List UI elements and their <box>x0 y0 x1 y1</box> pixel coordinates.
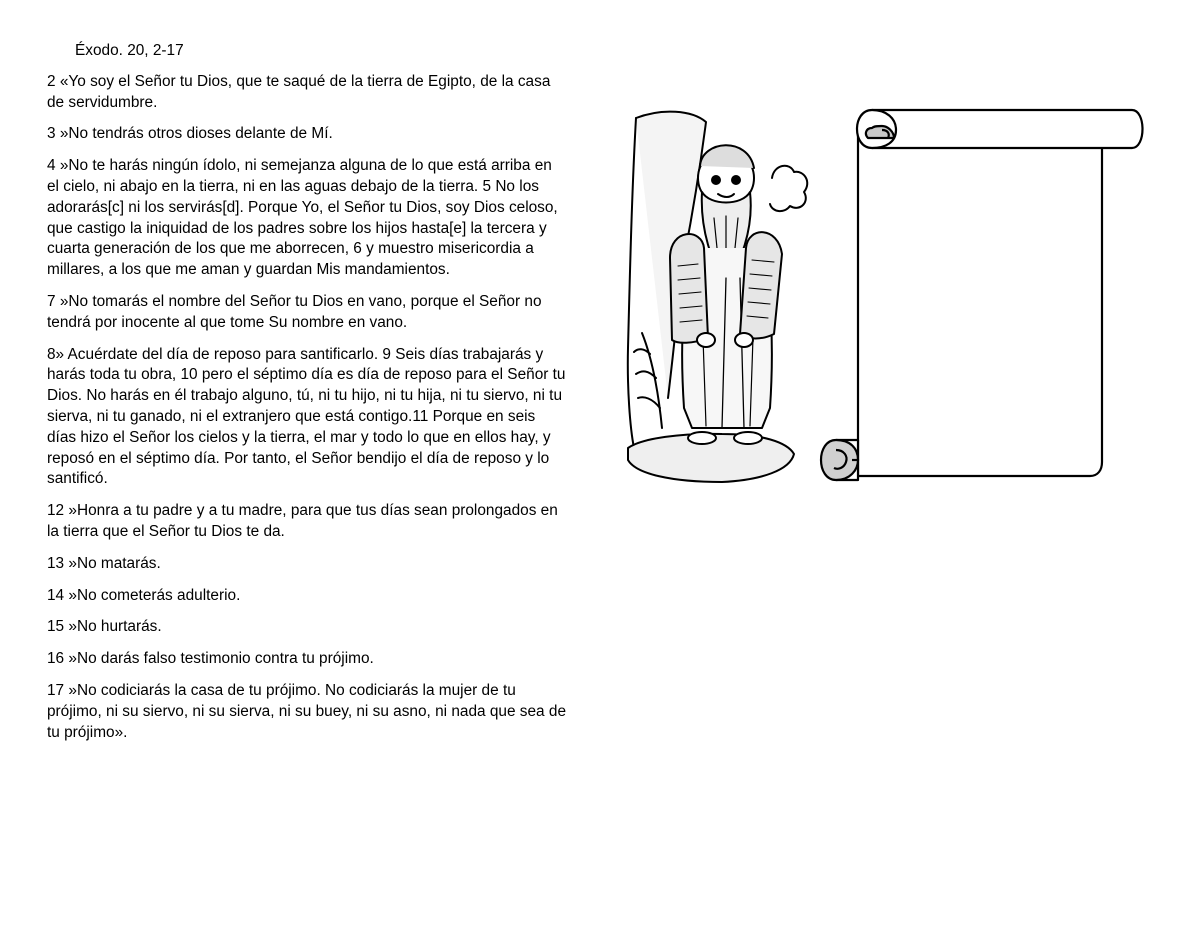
verse-12: 12 »Honra a tu padre y a tu madre, para que tus días sean prolongados en la tierra que el Señor tu Dios te da. <box>47 502 558 540</box>
verse-7: 7 »No tomarás el nombre del Señor tu Dios en vano, porque el Señor no tendrá por inocente al que tome Su nombre en vano. <box>47 292 542 331</box>
moses-illustration <box>622 108 812 483</box>
verse-8-11: 8» Acuérdate del día de reposo para santificarlo. 9 Seis días trabajarás y harás toda tu obra, 10 pero el séptimo día es día de reposo para el Señor tu Dios. No harás en él trabajo alguno, tú, ni tu hijo, ni tu hija, ni tu siervo, ni tu sierva, ni tu ganado, ni el extranjero que está contigo.11 Porque en seis días hizo el Señor los cielos y la tierra, el mar y todo lo que en ellos hay, y reposó en el séptimo día. Por tanto, el Señor bendijo el día de reposo y lo santificó. <box>47 345 566 488</box>
verse-2: 2 «Yo soy el Señor tu Dios, que te saqué de la tierra de Egipto, de la casa de servidumbre. <box>47 72 551 111</box>
scripture-text <box>47 41 567 754</box>
passage-reference: Éxodo. 20, 2-17 <box>75 42 184 59</box>
verse-15: 15 »No hurtarás. <box>47 618 162 636</box>
blank-scroll <box>812 104 1147 486</box>
verse-16: 16 »No darás falso testimonio contra tu prójimo. <box>47 650 374 668</box>
verse-14: 14 »No cometerás adulterio. <box>47 586 241 604</box>
verse-13: 13 »No matarás. <box>47 554 161 572</box>
verse-3: 3 »No tendrás otros dioses delante de Mí. <box>47 125 333 143</box>
verse-4-6: 4 »No te harás ningún ídolo, ni semejanza alguna de lo que está arriba en el cielo, ni abajo en la tierra, ni en las aguas debajo de la tierra. 5 No los adorarás[c] ni los servirás[d]. Porque Yo, el Señor tu Dios, soy Dios celoso, que castigo la iniquidad de los padres sobre los hijos hasta[e] la tercera y cuarta generación de los que me aborrecen, 6 y muestro misericordia a millares, a los que me aman y guardan Mis mandamientos. <box>47 157 558 279</box>
verse-17: 17 »No codiciarás la casa de tu prójimo. No codiciarás la mujer de tu prójimo, ni su siervo, ni su sierva, ni su buey, ni su asno, ni nada que sea de tu prójimo». <box>47 681 567 741</box>
